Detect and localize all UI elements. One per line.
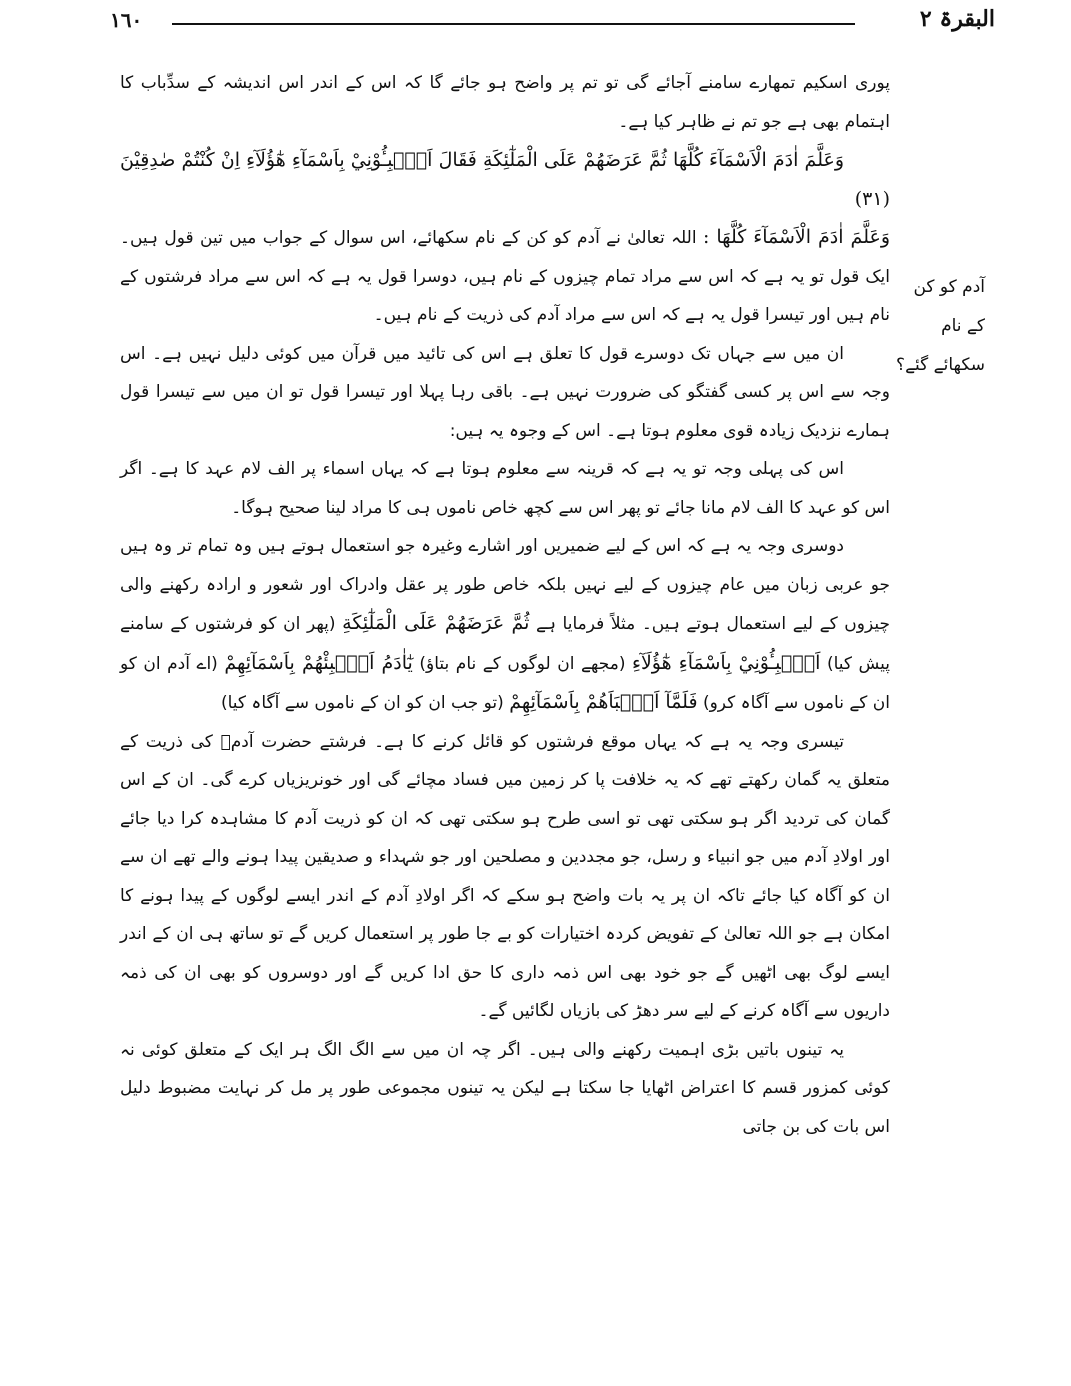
header-rule	[172, 23, 855, 25]
verse-quote: ثُمَّ عَرَضَهُمْ عَلَى الْمَلٰٓئِكَةِ	[342, 612, 530, 634]
translation-text: (تو جب ان کو ان کے ناموں سے آگاہ کیا)	[220, 693, 504, 713]
quran-verse: وَعَلَّمَ اٰدَمَ الْاَسْمَآءَ كُلَّهَا ثُمَّ عَرَضَهُمْ عَلَى الْمَلٰٓئِكَةِ فَقَالَ اَنْۢبِـُٔوْنِيْ بِاَسْمَآءِ هٰٓؤُلَآءِ اِنْ كُنْتُمْ صٰدِقِيْنَ (۳۱)	[120, 149, 890, 210]
paragraph-text: دوسری وجہ یہ ہے کہ اس کے لیے ضمیریں اور اشارے وغیرہ جو استعمال ہوتے ہیں وہ تمام تر وہ ہیں جو عربی زبان میں عام چیزوں کے لیے نہیں بلکہ خاص طور پر عقل وادراک اور شعور و ارادہ رکھنے والی چیزوں کے لیے استعمال ہوتے ہیں۔ مثلاً فرمایا ہے	[120, 536, 890, 634]
paragraph-intro: پوری اسکیم تمھارے سامنے آجائے گی تو تم پر واضح ہو جائے گا کہ اس کے اندر اس اندیشہ کے سدِّباب کا اہتمام بھی ہے جو تم نے ظاہر کیا ہے۔	[120, 73, 890, 132]
surah-title: البقرۃ ۲	[919, 6, 995, 32]
translation-text: (پھر ان کو فرشتوں کے سامنے پیش کیا)	[120, 614, 891, 674]
main-text	[120, 64, 890, 1146]
paragraph-commentary-heading	[120, 218, 890, 335]
page-number: ١٦٠	[110, 8, 143, 32]
paragraph-third-reason: تیسری وجہ یہ ہے کہ یہاں موقع فرشتوں کو قائل کرنے کا ہے۔ فرشتے حضرت آدمؑ کی ذریت کے متعلق یہ گمان رکھتے تھے کہ یہ خلافت پا کر زمین میں فساد مچائے گی اور خونریزیاں کرے گی۔ ان کے اس گمان کی تردید اگر ہو سکتی تھی تو اسی طرح ہو سکتی تھی کہ ان کو ذریت آدم کا مشاہدہ کرا دیا جائے اور اولادِ آدم میں جو انبیاء و رسل، جو مجددین و مصلحین اور جو شہداء و صدیقین پیدا ہونے والے تھے ان سے ان کو آگاہ کیا جائے تاکہ ان پر یہ بات واضح ہو سکے کہ اگر اولادِ آدم کے اندر ایسے لوگوں کے پیدا ہونے کا امکان ہے جو اللہ تعالیٰ کے تفویض کردہ اختیارات کو بے جا طور پر استعمال کریں گے تو ساتھ ہی ان کے اندر ایسے لوگ بھی اٹھیں گے جو خود بھی اس ذمہ داری کا حق ادا کریں گے اور دوسروں کو بھی ان کی ذمہ داریوں سے آگاہ کرنے کے لیے سر دھڑ کی بازیاں لگائیں گے۔	[120, 731, 890, 1021]
page-header	[110, 4, 995, 40]
paragraph-conclusion: یہ تینوں باتیں بڑی اہمیت رکھنے والی ہیں۔ اگر چہ ان میں سے الگ الگ ہر ایک کے متعلق کوئی نہ کوئی کمزور قسم کا اعتراض اٹھایا جا سکتا ہے لیکن یہ تینوں مجموعی طور پر مل کر نہایت مضبوط دلیل اس بات کی بن جاتی	[120, 1039, 890, 1137]
paragraph-second-view: ان میں سے جہاں تک دوسرے قول کا تعلق ہے اس کی تائید میں قرآن میں کوئی دلیل نہیں ہے۔ اس وجہ سے اس پر کسی گفتگو کی ضرورت نہیں ہے۔ باقی رہا پہلا اور تیسرا قول تو ان میں سے تیسرا قول ہمارے نزدیک زیادہ قوی معلوم ہوتا ہے۔ اس کے وجوہ یہ ہیں:	[120, 343, 890, 441]
paragraph-first-reason: اس کی پہلی وجہ تو یہ ہے کہ قرینہ سے معلوم ہوتا ہے کہ یہاں اسماء پر الف لام عہد کا ہے۔ اگر اس کو عہد کا الف لام مانا جائے تو پھر اس سے کچھ خاص ناموں ہی کا مراد لینا صحیح ہوگا۔	[120, 459, 890, 518]
verse-quote: وَعَلَّمَ اٰدَمَ الْاَسْمَآءَ كُلَّهَا :	[702, 226, 891, 248]
translation-text: (اے آدم ان کو ان کے ناموں سے آگاہ کرو)	[120, 653, 890, 713]
margin-note: آدم کو کن کے نام سکھائے گئے؟	[896, 277, 985, 375]
paragraph-text: اللہ تعالیٰ نے آدم کو کن کے نام سکھائے، اس سوال کے جواب میں تین قول ہیں۔ ایک قول تو یہ ہے کہ اس سے مراد تمام چیزوں کے نام ہیں، دوسرا قول یہ ہے کہ اس سے مراد فرشتوں کے نام ہیں اور تیسرا قول یہ ہے کہ اس سے مراد آدم کی ذریت کے نام ہیں۔	[120, 228, 890, 325]
verse-quote: يٰٓاٰدَمُ اَنْۢبِئْهُمْ بِاَسْمَآئِهِمْ	[224, 651, 413, 674]
verse-quote: اَنْۢبِـُٔوْنِيْ بِاَسْمَآءِ هٰٓؤُلَآءِ	[632, 651, 821, 674]
translation-text: (مجھے ان لوگوں کے نام بتاؤ)	[419, 653, 626, 674]
paragraph-second-reason	[120, 527, 890, 723]
verse-quote: فَلَمَّآ اَنْۢبَاَهُمْ بِاَسْمَآئِهِمْ	[509, 691, 698, 713]
